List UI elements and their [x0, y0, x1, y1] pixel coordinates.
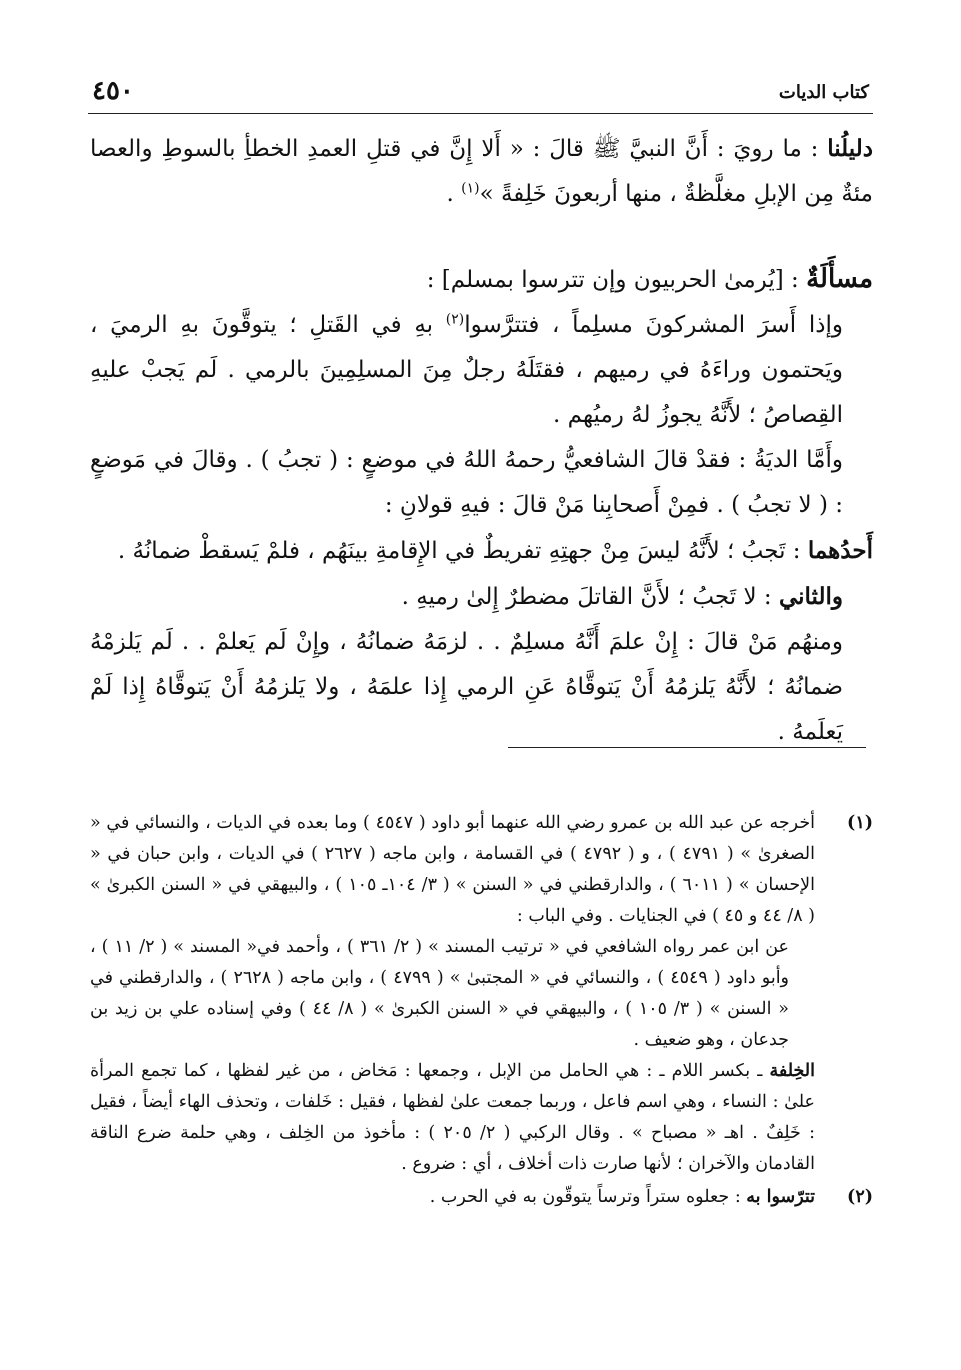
- footnote-1: [90, 808, 873, 1180]
- footnote-ref-1[interactable]: (١): [461, 180, 480, 197]
- paragraph-text: وإذا أَسرَ المشركونَ مسلِماً ، فتترَّسوا: [464, 312, 843, 338]
- page-number: ٤٥٠: [92, 76, 134, 106]
- paragraph-evidence: [90, 126, 873, 217]
- footnote-text: عن ابن عمر رواه الشافعي في « ترتيب المسند » ( ٢/ ٣٦١ ) ، وأحمد في« المسند » ( ٢/ ١١ ) ، وأبو داود ( ٤٥٤٩ ) ، والنسائي في « المجتبىٰ » ( ٤٧٩٩ ) ، وابن ماجه ( ٢٦٢٨ ) ، والدارقطني في « السنن » ( ٣/ ١٠٥ ) ، والبيهقي في « السنن الكبرىٰ » ( ٨/ ٤٤ ) وفي إسناده علي بن زيد بن جدعان ، وهو ضعيف .: [90, 937, 790, 1050]
- lead-word: أَحدُهما: [807, 537, 873, 564]
- footnote-text: أخرجه عن عبد الله بن عمرو رضي الله عنهما أبو داود ( ٤٥٤٧ ) وما بعده في الديات ، والنسائي في « الصغرىٰ » ( ٤٧٩١ ) ، و ( ٤٧٩٢ ) في القسامة ، وابن ماجه ( ٢٦٢٧ ) في الديات ، وابن حبان في « الإحسان » ( ٦٠١١ ) ، والدارقطني في « السنن » ( ٣/ ١٠٤ـ ١٠٥ ) ، والبيهقي في « السنن الكبرىٰ » ( ٨/ ٤٤ و ٤٥ ) في الجنايات . وفي الباب :: [90, 813, 815, 926]
- header-divider: [88, 113, 873, 114]
- footnote-ref-2[interactable]: (٢): [445, 311, 465, 328]
- footnote-2: [90, 1182, 873, 1213]
- page-header: [88, 72, 873, 110]
- paragraph-first-view: [90, 528, 873, 574]
- main-text: [90, 126, 873, 755]
- paragraph-second-view: [90, 574, 873, 620]
- lead-word: والثاني: [778, 583, 843, 610]
- paragraph-text: : ما رويَ : أَنَّ النبيَّ ﷺ قالَ : « أَلا إِنَّ في قتلِ العمدِ الخطأِ بالسوطِ والعصا مئةٌ مِن الإبلِ مغلَّظةٌ ، منها أربعونَ خَلِفةً »: [90, 136, 873, 207]
- footnote-definition: ـ بكسر اللام ـ : هي الحامل من الإبل ، وجمعها : مَخاض ، من غير لفظها ، كما تجمع المرأة علىٰ : النساء ، وهي اسم فاعل ، وربما جمعت علىٰ لفظها ، فقيل : خَلفات ، وتحذف الهاء أيضاً ، فقيل : خَلِفٌ . اهـ « مصباح » . وقال الركبي ( ٢/ ٢٠٥ ) : مأخوذ من الخِلف ، وهي حلمة ضرع الناقة القادمان والآخران ؛ لأنها صارت ذات أخلاف ، أي : ضروع .: [90, 1061, 815, 1174]
- paragraph-text: : تَجبُ ؛ لأَنَّهُ ليسَ مِنْ جهتِهِ تفريطٌ في الإِقامةِ بينَهُم ، فلمْ يَسقطْ ضمانُهُ .: [117, 538, 808, 564]
- paragraph-text: بهِ في القَتلِ ؛ يتوقَّونَ بهِ الرميَ ، ويَحتمون وراءَهُ في رميهم ، فقتَلَهُ رجلٌ مِنَ المسلِمِينَ بالرمي . لَم يَجبْ عليهِ القِصاصُ ؛ لأَنَّهُ يجوزُ لهُ رميُهم .: [90, 312, 843, 428]
- footnote-number: (٢): [847, 1187, 873, 1207]
- paragraph-text: : لا تَجبُ ؛ لأَنَّ القاتلَ مضطرٌ إِلىٰ رميهِ .: [401, 584, 779, 610]
- footnote-term: الخِلفة: [769, 1061, 815, 1081]
- footnote-divider: [508, 747, 866, 748]
- masala-title: : [يُرمىٰ الحربيون وإن تترسوا بمسلم] :: [426, 267, 807, 293]
- paragraph-diya: وأَمَّا الديَةُ : فقدْ قالَ الشافعيُّ رحمهُ اللهُ في موضعٍ : ( تجبُ ) . وقالَ في مَوضعٍ : ( لا تجبُ ) . فمِنْ أَصحابِنا مَنْ قالَ : فيهِ قولانِ :: [90, 447, 843, 518]
- footnote-term: تترّسوا به: [746, 1187, 815, 1207]
- running-title: كتاب الديات: [778, 82, 869, 103]
- masala-heading: [90, 257, 873, 303]
- lead-word: دليلُنا: [827, 135, 873, 162]
- footnote-text: [90, 1056, 815, 1180]
- masala-label: مسأَلَةٌ: [806, 264, 873, 294]
- paragraph-other-view: ومنهُم مَنْ قالَ : إِنْ علمَ أَنَّهُ مسلِمٌ . . لزمَهُ ضمانُهُ ، وإِنْ لَم يَعلمْ . . لَم يَلزمْهُ ضمانُهُ ؛ لأَنَّهُ يَلزمُهُ أَنْ يَتوقَّاهُ عَنِ الرمي إِذا علمَهُ ، ولا يَلزمُهُ أَنْ يَتوقَّاهُ إِذا لَمْ يَعلَمهُ .: [90, 629, 843, 745]
- footnotes: [90, 808, 873, 1213]
- paragraph-end: .: [446, 181, 462, 207]
- footnote-definition: : جعلوه ستراً وترساً يتوقّون به في الحرب .: [429, 1187, 747, 1207]
- footnote-number: (١): [847, 813, 873, 833]
- footnote-text: [90, 1182, 815, 1213]
- paragraph-captives: [90, 303, 873, 438]
